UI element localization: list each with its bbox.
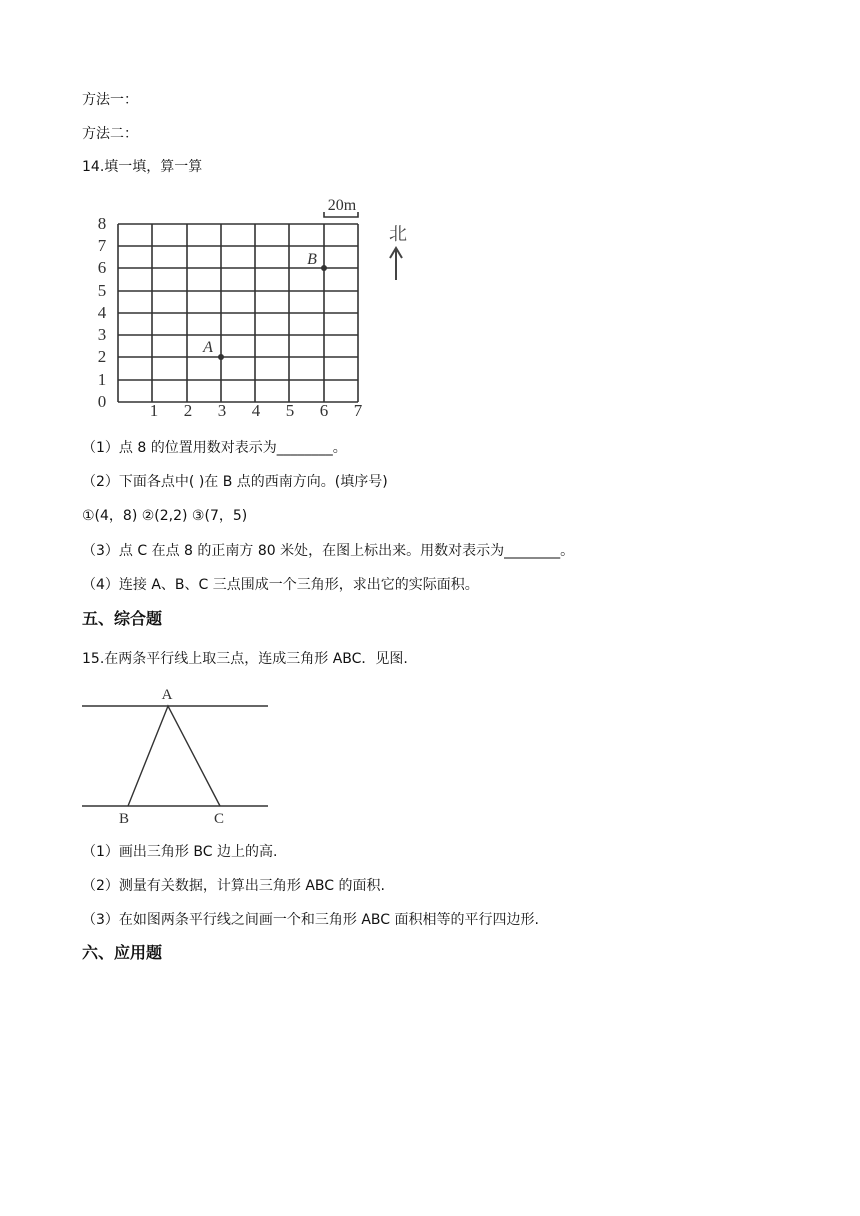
section-5-heading: 五、综合题 (82, 609, 163, 628)
method-one-line: 方法一： (82, 92, 138, 108)
y-tick-7: 7 (97, 236, 107, 255)
question-15-part-1: （1）画出三角形 BC 边上的高. (82, 844, 278, 860)
x-tick-2: 2 (183, 401, 193, 420)
north-arrow-icon (390, 248, 402, 280)
x-tick-5: 5 (285, 401, 295, 420)
triangle-abc (128, 706, 220, 806)
y-tick-6: 6 (97, 258, 107, 277)
point-a-dot (218, 354, 224, 360)
section-6-heading: 六、应用题 (82, 943, 163, 962)
y-tick-8: 8 (97, 214, 107, 233)
method-two-line: 方法二： (82, 126, 138, 142)
x-tick-6: 6 (319, 401, 329, 420)
question-15-title: 15.在两条平行线上取三点，连成三角形 ABC．见图. (82, 651, 408, 667)
triangle-label-b: B (118, 811, 130, 826)
x-tick-1: 1 (149, 401, 159, 420)
y-tick-1: 1 (97, 370, 107, 389)
question-14-part-2: （2）下面各点中( )在 B 点的西南方向。(填序号) (82, 474, 388, 490)
question-14-part-3: （3）点 C 在点 8 的正南方 80 米处，在图上标出来。用数对表示为________。 (82, 543, 575, 559)
point-b-label: B (307, 251, 317, 268)
triangle-label-a: A (161, 687, 173, 703)
question-14-part-1: （1）点 8 的位置用数对表示为________。 (82, 440, 347, 456)
y-tick-0: 0 (97, 392, 107, 411)
point-b-dot (321, 265, 327, 271)
question-15-part-3: （3）在如图两条平行线之间画一个和三角形 ABC 面积相等的平行四边形. (82, 912, 539, 928)
question-14-part-4: （4）连接 A、B、C 三点围成一个三角形，求出它的实际面积。 (82, 577, 479, 593)
y-tick-5: 5 (97, 281, 107, 300)
question-14-title: 14.填一填，算一算 (82, 159, 203, 175)
north-label: 北 (389, 224, 407, 245)
scale-label: 20m (327, 197, 357, 214)
y-tick-3: 3 (97, 325, 107, 344)
coordinate-grid-figure (82, 190, 422, 422)
triangle-figure (82, 684, 272, 826)
x-tick-4: 4 (251, 401, 261, 420)
y-tick-2: 2 (97, 347, 107, 366)
x-tick-3: 3 (217, 401, 227, 420)
triangle-label-c: C (213, 811, 225, 826)
question-14-options: ①(4，8) ②(2,2) ③(7，5) (82, 508, 248, 524)
y-tick-4: 4 (97, 303, 107, 322)
question-15-part-2: （2）测量有关数据，计算出三角形 ABC 的面积. (82, 878, 385, 894)
grid-lines (118, 224, 358, 402)
point-a-label: A (203, 339, 213, 356)
x-tick-7: 7 (353, 401, 363, 420)
